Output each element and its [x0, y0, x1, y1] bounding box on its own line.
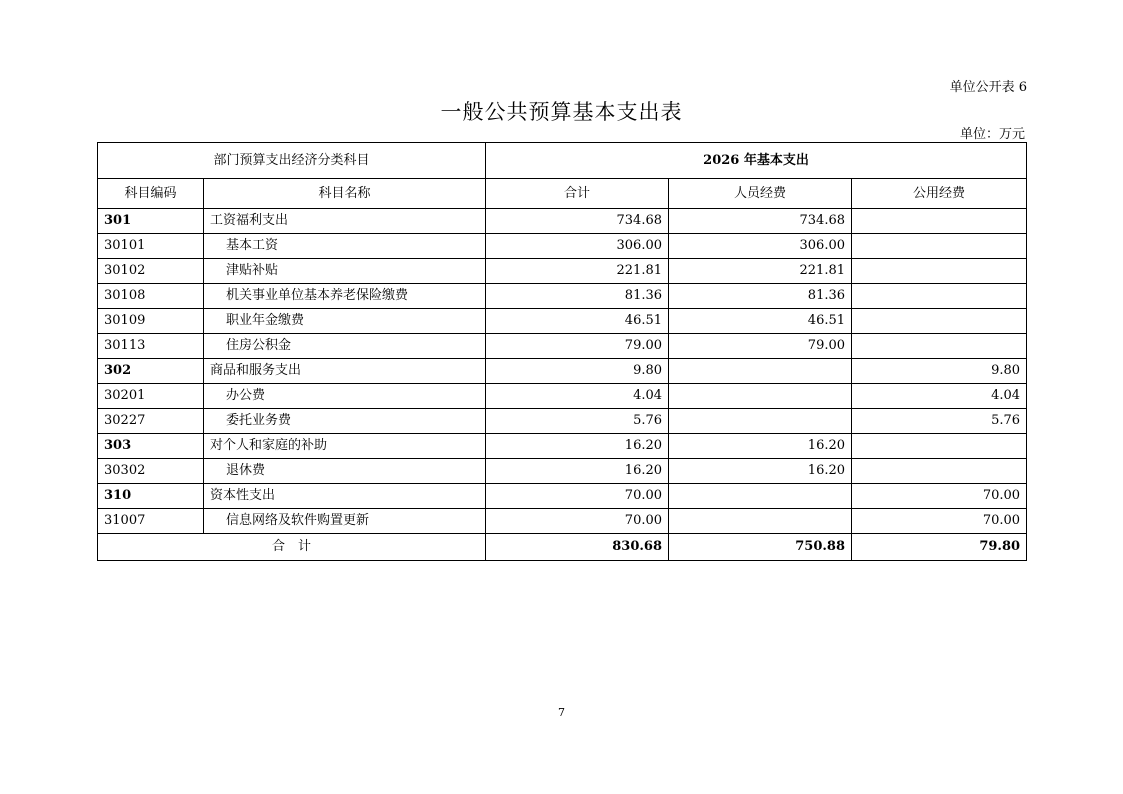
cell-public: 9.80 — [852, 359, 1027, 384]
table-body — [98, 209, 1027, 534]
table-row — [98, 509, 1027, 534]
cell-total: 81.36 — [486, 284, 669, 309]
cell-total: 734.68 — [486, 209, 669, 234]
cell-name: 机关事业单位基本养老保险缴费 — [204, 284, 486, 309]
cell-code: 30102 — [98, 259, 204, 284]
cell-total: 79.00 — [486, 334, 669, 359]
total-personnel: 750.88 — [669, 534, 852, 561]
cell-personnel: 221.81 — [669, 259, 852, 284]
cell-name: 工资福利支出 — [204, 209, 486, 234]
column-header-public: 公用经费 — [852, 179, 1027, 209]
table-row — [98, 259, 1027, 284]
budget-table — [97, 142, 1027, 561]
cell-public — [852, 259, 1027, 284]
total-total: 830.68 — [486, 534, 669, 561]
cell-personnel: 16.20 — [669, 434, 852, 459]
total-row — [98, 534, 1027, 561]
table-row — [98, 334, 1027, 359]
cell-total: 306.00 — [486, 234, 669, 259]
cell-name: 委托业务费 — [204, 409, 486, 434]
cell-code: 30108 — [98, 284, 204, 309]
cell-public: 4.04 — [852, 384, 1027, 409]
table-row — [98, 484, 1027, 509]
cell-public — [852, 234, 1027, 259]
column-header-row — [98, 179, 1027, 209]
table-row — [98, 359, 1027, 384]
cell-personnel: 734.68 — [669, 209, 852, 234]
cell-personnel — [669, 384, 852, 409]
cell-total: 16.20 — [486, 434, 669, 459]
cell-total: 221.81 — [486, 259, 669, 284]
cell-code: 30302 — [98, 459, 204, 484]
table-row — [98, 409, 1027, 434]
page-number: 7 — [558, 706, 565, 719]
table-row — [98, 434, 1027, 459]
cell-name: 住房公积金 — [204, 334, 486, 359]
cell-public — [852, 434, 1027, 459]
table-row — [98, 309, 1027, 334]
cell-public — [852, 459, 1027, 484]
cell-total: 46.51 — [486, 309, 669, 334]
cell-personnel — [669, 409, 852, 434]
cell-code: 31007 — [98, 509, 204, 534]
cell-code: 302 — [98, 359, 204, 384]
cell-code: 30113 — [98, 334, 204, 359]
cell-public — [852, 209, 1027, 234]
cell-total: 9.80 — [486, 359, 669, 384]
cell-name: 信息网络及软件购置更新 — [204, 509, 486, 534]
table-row — [98, 384, 1027, 409]
cell-name: 职业年金缴费 — [204, 309, 486, 334]
cell-personnel: 81.36 — [669, 284, 852, 309]
column-header-code: 科目编码 — [98, 179, 204, 209]
cell-code: 30101 — [98, 234, 204, 259]
page-title: 一般公共预算基本支出表 — [440, 100, 683, 124]
cell-code: 30201 — [98, 384, 204, 409]
cell-public — [852, 284, 1027, 309]
cell-personnel: 46.51 — [669, 309, 852, 334]
cell-personnel: 16.20 — [669, 459, 852, 484]
cell-personnel — [669, 484, 852, 509]
cell-total: 70.00 — [486, 484, 669, 509]
table-row — [98, 284, 1027, 309]
table-number: 单位公开表 6 — [949, 80, 1027, 95]
cell-total: 16.20 — [486, 459, 669, 484]
cell-personnel: 306.00 — [669, 234, 852, 259]
table-row — [98, 459, 1027, 484]
cell-name: 办公费 — [204, 384, 486, 409]
unit-label: 单位：万元 — [959, 127, 1025, 142]
table-row — [98, 209, 1027, 234]
cell-public: 5.76 — [852, 409, 1027, 434]
column-header-name: 科目名称 — [204, 179, 486, 209]
cell-total: 70.00 — [486, 509, 669, 534]
cell-total: 4.04 — [486, 384, 669, 409]
column-header-total: 合计 — [486, 179, 669, 209]
cell-personnel: 79.00 — [669, 334, 852, 359]
cell-personnel — [669, 359, 852, 384]
cell-name: 基本工资 — [204, 234, 486, 259]
total-label: 合 计 — [98, 534, 486, 561]
cell-code: 303 — [98, 434, 204, 459]
cell-total: 5.76 — [486, 409, 669, 434]
cell-personnel — [669, 509, 852, 534]
cell-public — [852, 309, 1027, 334]
cell-code: 310 — [98, 484, 204, 509]
cell-name: 资本性支出 — [204, 484, 486, 509]
table-row — [98, 234, 1027, 259]
column-header-personnel: 人员经费 — [669, 179, 852, 209]
cell-public — [852, 334, 1027, 359]
cell-code: 30109 — [98, 309, 204, 334]
total-public: 79.80 — [852, 534, 1027, 561]
cell-code: 301 — [98, 209, 204, 234]
cell-code: 30227 — [98, 409, 204, 434]
cell-name: 商品和服务支出 — [204, 359, 486, 384]
group-header-row — [98, 143, 1027, 179]
cell-name: 对个人和家庭的补助 — [204, 434, 486, 459]
group-header-left: 部门预算支出经济分类科目 — [98, 143, 486, 179]
cell-name: 退休费 — [204, 459, 486, 484]
group-header-right: 2026 年基本支出 — [486, 143, 1027, 179]
cell-public: 70.00 — [852, 484, 1027, 509]
cell-name: 津贴补贴 — [204, 259, 486, 284]
cell-public: 70.00 — [852, 509, 1027, 534]
